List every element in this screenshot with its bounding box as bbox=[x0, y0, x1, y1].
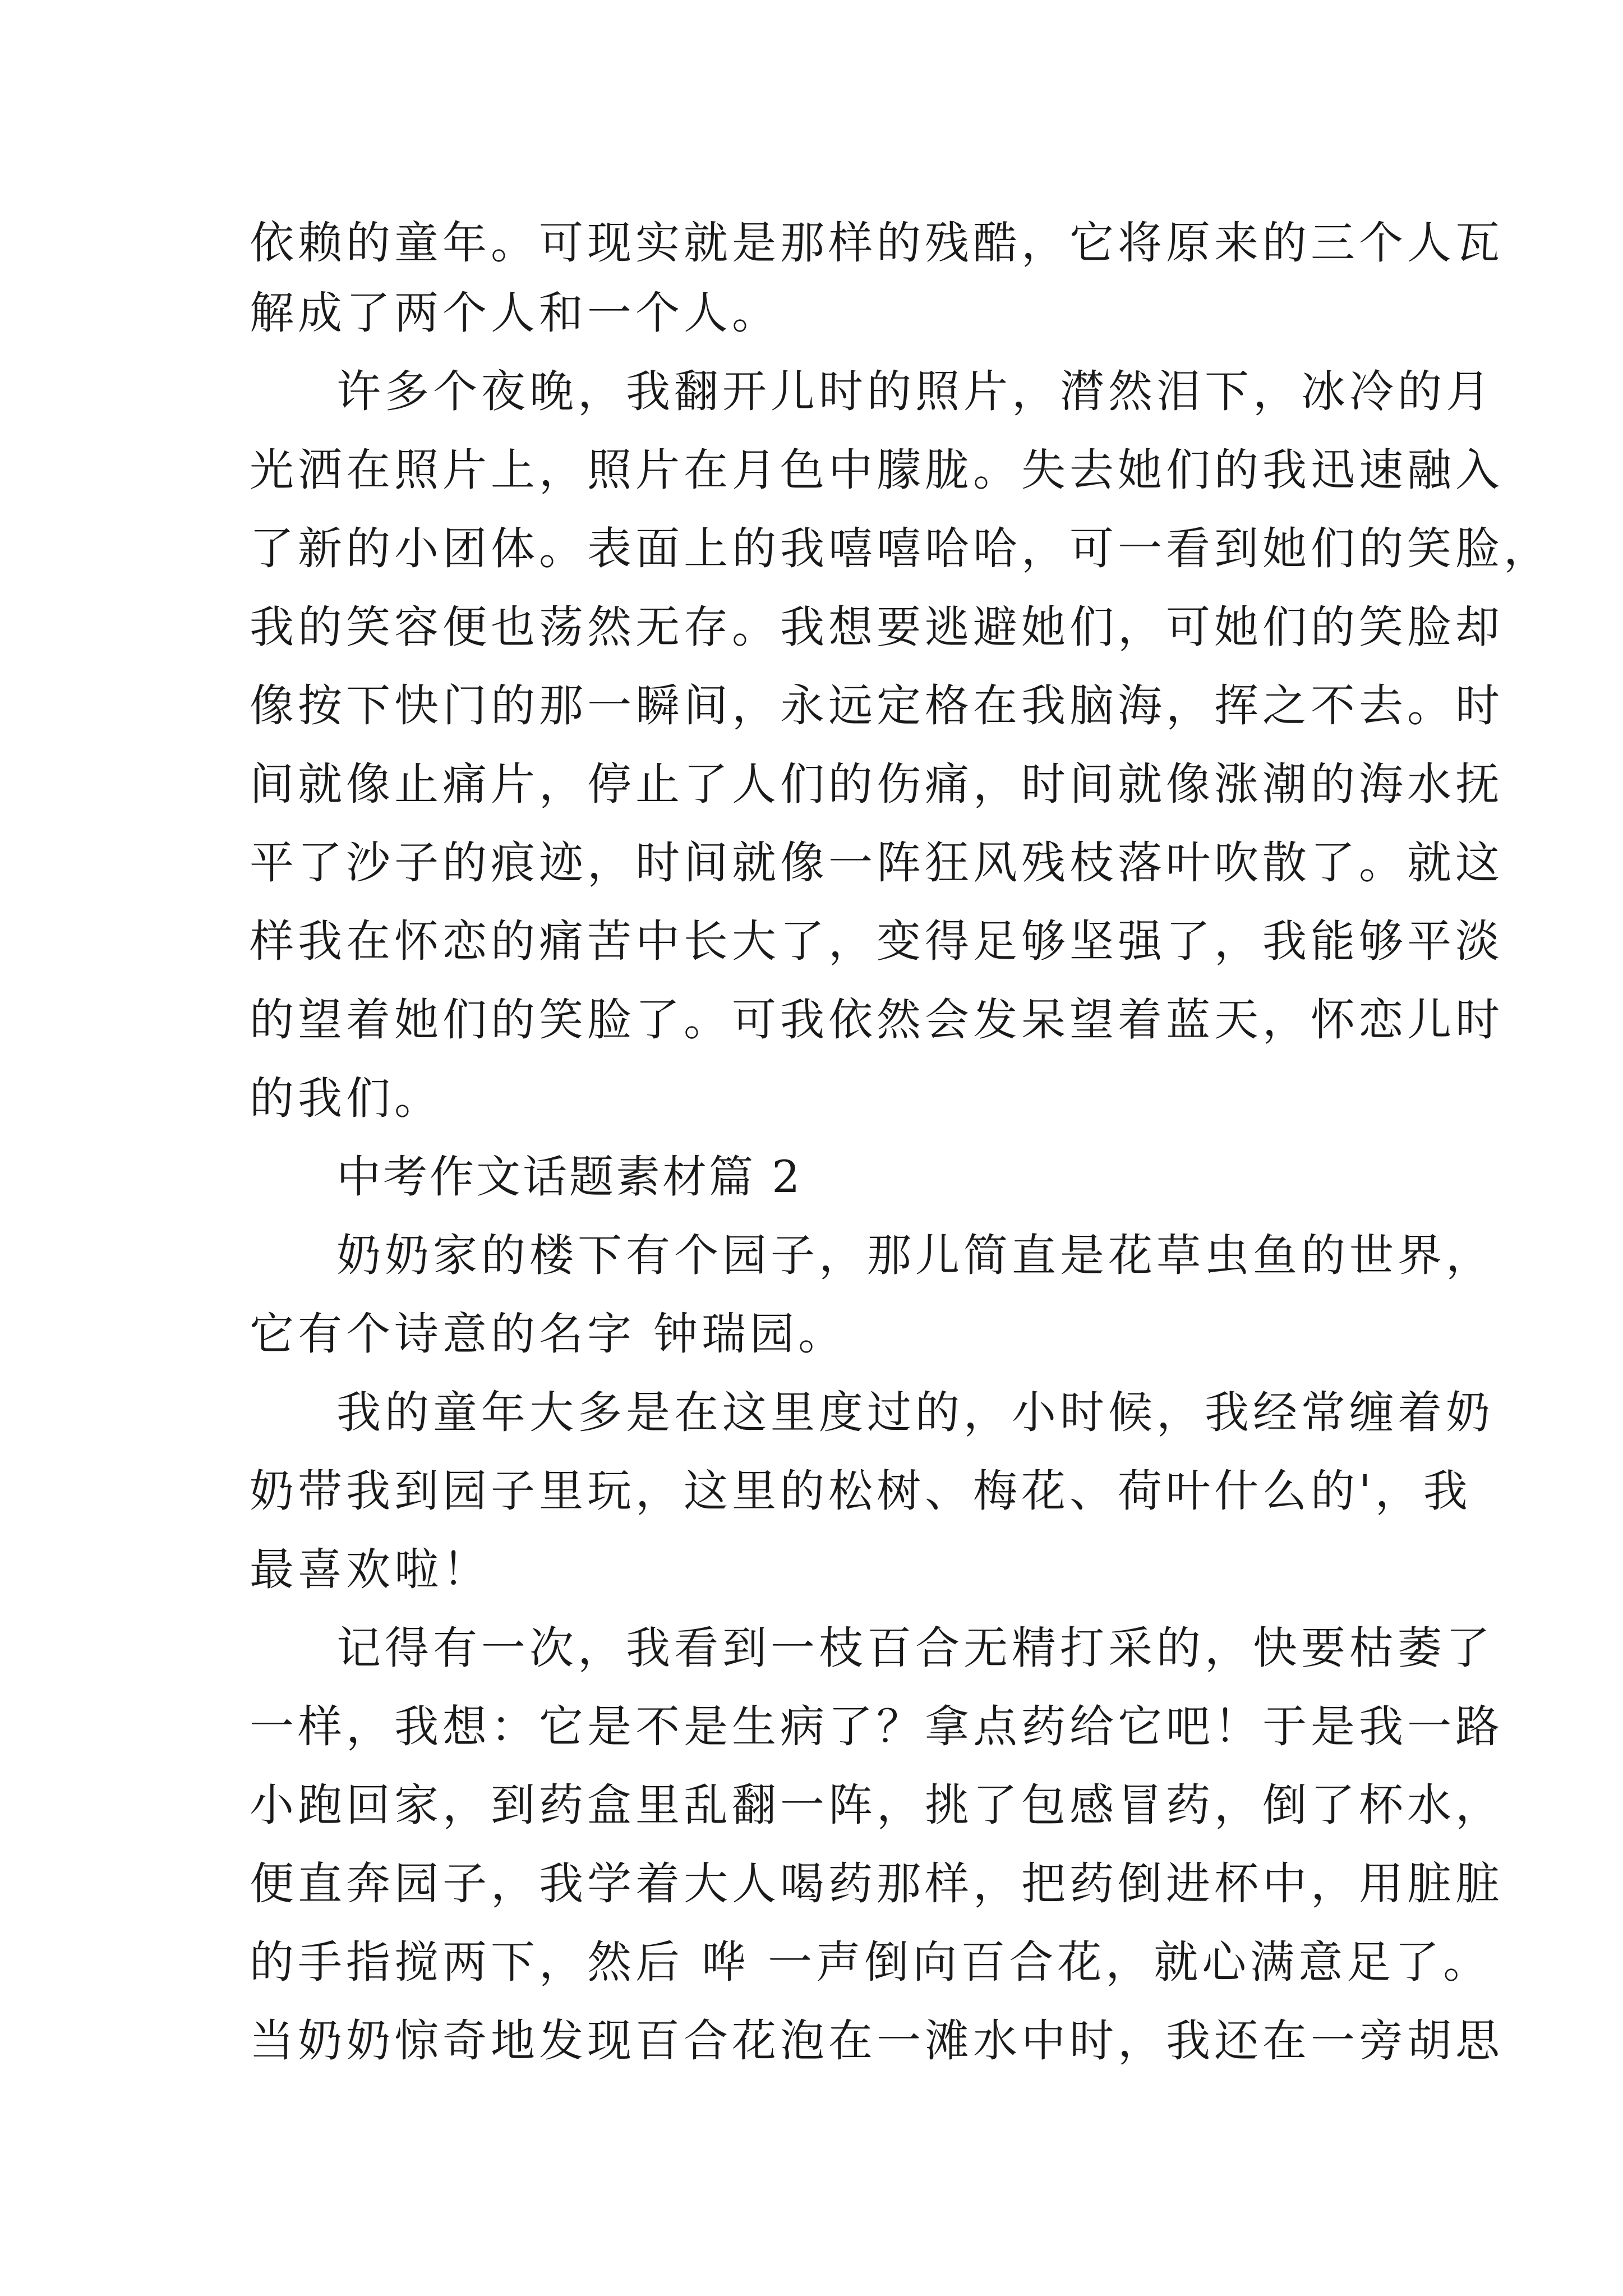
text-line: 了新的小团体。表面上的我嘻嘻哈哈，可一看到她们的笑脸， bbox=[250, 523, 1552, 574]
text-line: 小跑回家，到药盒里乱翻一阵，挑了包感冒药，倒了杯水， bbox=[250, 1779, 1504, 1831]
text-line: 光洒在照片上，照片在月色中朦胧。失去她们的我迅速融入 bbox=[250, 444, 1504, 496]
text-line: 一样，我想：它是不是生病了？拿点药给它吧！于是我一路 bbox=[250, 1701, 1504, 1752]
text-line: 最喜欢啦！ bbox=[250, 1544, 491, 1595]
paragraph-first-line: 我的童年大多是在这里度过的，小时候，我经常缠着奶 bbox=[336, 1387, 1494, 1438]
text-line: 的手指搅两下，然后 哗 一声倒向百合花，就心满意足了。 bbox=[250, 1936, 1492, 1988]
paragraph-first-line: 记得有一次，我看到一枝百合无精打采的，快要枯萎了 bbox=[336, 1622, 1494, 1674]
text-line: 当奶奶惊奇地发现百合花泡在一滩水中时，我还在一旁胡思 bbox=[250, 2015, 1504, 2067]
text-line: 的望着她们的笑脸了。可我依然会发呆望着蓝天，怀恋儿时 bbox=[250, 994, 1504, 1046]
text-line: 我的笑容便也荡然无存。我想要逃避她们，可她们的笑脸却 bbox=[250, 601, 1504, 653]
text-line: 解成了两个人和一个人。 bbox=[250, 287, 780, 339]
section-heading: 中考作文话题素材篇 2 bbox=[336, 1151, 803, 1203]
text-line: 像按下快门的那一瞬间，永远定格在我脑海，挥之不去。时 bbox=[250, 680, 1504, 731]
text-line: 便直奔园子，我学着大人喝药那样，把药倒进杯中，用脏脏 bbox=[250, 1858, 1504, 1910]
text-line: 奶带我到园子里玩，这里的松树、梅花、荷叶什么的'，我 bbox=[250, 1465, 1472, 1517]
text-line: 依赖的童年。可现实就是那样的残酷，它将原来的三个人瓦 bbox=[250, 217, 1504, 269]
text-line: 它有个诗意的名字 钟瑞园。 bbox=[250, 1308, 847, 1360]
text-line: 平了沙子的痕迹，时间就像一阵狂风残枝落叶吹散了。就这 bbox=[250, 837, 1504, 889]
paragraph-first-line: 许多个夜晚，我翻开儿时的照片，潸然泪下，冰冷的月 bbox=[336, 366, 1494, 417]
text-line: 间就像止痛片，停止了人们的伤痛，时间就像涨潮的海水抚 bbox=[250, 758, 1504, 810]
text-line: 样我在怀恋的痛苦中长大了，变得足够坚强了，我能够平淡 bbox=[250, 915, 1504, 967]
paragraph-first-line: 奶奶家的楼下有个园子，那儿简直是花草虫鱼的世界， bbox=[336, 1230, 1494, 1281]
text-line: 的我们。 bbox=[250, 1073, 442, 1124]
